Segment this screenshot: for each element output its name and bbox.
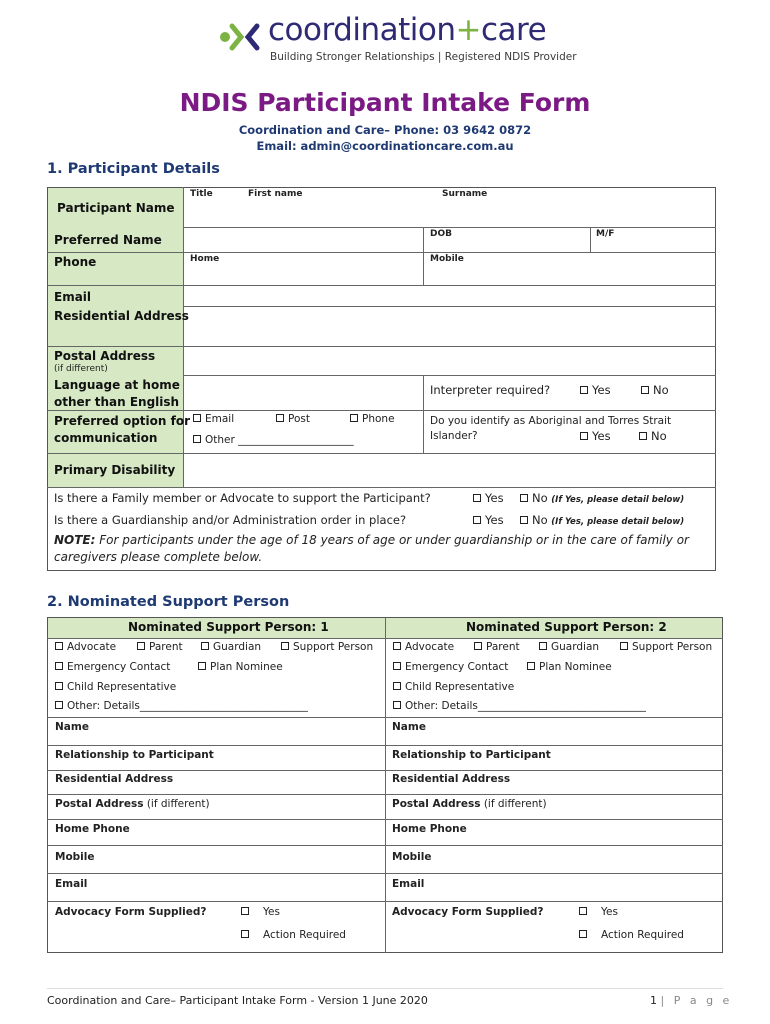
p2-mobile-label: Mobile <box>392 851 432 863</box>
surname-label: Surname <box>442 189 488 199</box>
aboriginal-question-2: Islander? <box>430 430 478 442</box>
checkbox-icon <box>55 701 63 709</box>
checkbox-icon <box>55 662 63 670</box>
comm-post-checkbox[interactable]: Post <box>276 413 310 425</box>
checkbox-icon <box>579 930 587 938</box>
interpreter-question: Interpreter required? <box>430 383 551 397</box>
checkbox-icon <box>641 386 649 394</box>
family-yes-checkbox[interactable]: Yes <box>473 491 504 505</box>
contact-email: Email: admin@coordinationcare.com.au <box>256 139 514 153</box>
p2-plan-nominee-checkbox[interactable]: Plan Nominee <box>527 661 612 673</box>
p2-parent-checkbox[interactable]: Parent <box>474 641 520 653</box>
postal-address-label: Postal Address <box>54 349 156 363</box>
logo-mark-icon <box>219 22 263 52</box>
aboriginal-no-checkbox[interactable]: No <box>639 429 667 443</box>
comm-other-checkbox[interactable]: Other ______________________ <box>193 434 354 446</box>
pref-option-label-1: Preferred option for <box>54 414 190 428</box>
phone-label: Phone <box>54 255 97 269</box>
pref-option-label-2: communication <box>54 431 158 445</box>
checkbox-icon <box>193 435 201 443</box>
first-name-label: First name <box>248 189 303 199</box>
p1-other-checkbox[interactable]: Other: Details________________________________ <box>55 700 308 712</box>
p1-support-person-checkbox[interactable]: Support Person <box>281 641 373 653</box>
checkbox-icon <box>473 494 481 502</box>
section-2-heading: 2. Nominated Support Person <box>47 594 290 610</box>
p1-child-rep-checkbox[interactable]: Child Representative <box>55 681 176 693</box>
guardianship-question: Is there a Guardianship and/or Administration order in place? <box>54 513 407 527</box>
p2-relationship-label: Relationship to Participant <box>392 749 551 761</box>
contact-phone: Coordination and Care– Phone: 03 9642 0872 <box>238 123 532 137</box>
email-label: Email <box>54 290 92 304</box>
checkbox-icon <box>193 414 201 422</box>
comm-email-checkbox[interactable]: Email <box>193 413 234 425</box>
home-phone-label: Home <box>190 254 220 264</box>
checkbox-icon <box>474 642 482 650</box>
checkbox-icon <box>276 414 284 422</box>
checkbox-icon <box>281 642 289 650</box>
comm-phone-checkbox[interactable]: Phone <box>350 413 395 425</box>
p1-parent-checkbox[interactable]: Parent <box>137 641 183 653</box>
p2-advocate-checkbox[interactable]: Advocate <box>393 641 454 653</box>
checkbox-icon <box>201 642 209 650</box>
p2-action-required-checkbox[interactable]: Action Required <box>579 929 684 941</box>
logo-wordmark: coordination+care <box>268 12 547 48</box>
p1-home-phone-label: Home Phone <box>55 823 130 835</box>
p2-other-checkbox[interactable]: Other: Details________________________________ <box>393 700 646 712</box>
checkbox-icon <box>350 414 358 422</box>
p1-emergency-contact-checkbox[interactable]: Emergency Contact <box>55 661 170 673</box>
checkbox-icon <box>241 930 249 938</box>
logo-tagline: Building Stronger Relationships | Registered NDIS Provider <box>270 51 577 63</box>
mf-label: M/F <box>596 229 615 239</box>
checkbox-icon <box>241 907 249 915</box>
p2-guardian-checkbox[interactable]: Guardian <box>539 641 599 653</box>
checkbox-icon <box>55 642 63 650</box>
p1-advocacy-label: Advocacy Form Supplied? <box>55 906 207 918</box>
support-person-1-heading: Nominated Support Person: 1 <box>128 620 329 634</box>
mobile-label: Mobile <box>430 254 464 264</box>
checkbox-icon <box>579 907 587 915</box>
support-person-2-heading: Nominated Support Person: 2 <box>466 620 667 634</box>
interpreter-yes-checkbox[interactable]: Yes <box>580 383 611 397</box>
p2-support-person-checkbox[interactable]: Support Person <box>620 641 712 653</box>
p1-action-required-checkbox[interactable]: Action Required <box>241 929 346 941</box>
p2-emergency-contact-checkbox[interactable]: Emergency Contact <box>393 661 508 673</box>
p2-postal-label: Postal Address (if different) <box>392 798 547 810</box>
note-text: NOTE: For participants under the age of 18 years of age or under guardianship or in the care of family or caregivers please complete below. <box>54 533 689 564</box>
p2-name-label: Name <box>392 721 426 733</box>
p2-home-phone-label: Home Phone <box>392 823 467 835</box>
guardianship-yes-checkbox[interactable]: Yes <box>473 513 504 527</box>
checkbox-icon <box>520 494 528 502</box>
checkbox-icon <box>393 701 401 709</box>
residential-address-label: Residential Address <box>54 309 189 323</box>
p1-advocate-checkbox[interactable]: Advocate <box>55 641 116 653</box>
checkbox-icon <box>580 432 588 440</box>
family-no-checkbox[interactable]: No (If Yes, please detail below) <box>520 491 684 505</box>
checkbox-icon <box>520 516 528 524</box>
checkbox-icon <box>393 642 401 650</box>
family-question: Is there a Family member or Advocate to support the Participant? <box>54 491 431 505</box>
checkbox-icon <box>473 516 481 524</box>
p1-guardian-checkbox[interactable]: Guardian <box>201 641 261 653</box>
p2-advocacy-label: Advocacy Form Supplied? <box>392 906 544 918</box>
page-title: NDIS Participant Intake Form <box>179 88 591 117</box>
section-1-heading: 1. Participant Details <box>47 161 220 177</box>
p2-email-label: Email <box>392 878 425 890</box>
postal-if-different: (if different) <box>54 364 108 374</box>
preferred-name-label: Preferred Name <box>54 233 162 247</box>
participant-name-label: Participant Name <box>57 201 175 215</box>
p2-child-rep-checkbox[interactable]: Child Representative <box>393 681 514 693</box>
checkbox-icon <box>198 662 206 670</box>
aboriginal-question-1: Do you identify as Aboriginal and Torres Strait <box>430 415 672 427</box>
checkbox-icon <box>393 662 401 670</box>
language-label-2: other than English <box>54 395 180 409</box>
p1-mobile-label: Mobile <box>55 851 95 863</box>
p1-name-label: Name <box>55 721 89 733</box>
title-label: Title <box>190 189 213 199</box>
primary-disability-label: Primary Disability <box>54 463 176 477</box>
checkbox-icon <box>620 642 628 650</box>
checkbox-icon <box>539 642 547 650</box>
checkbox-icon <box>527 662 535 670</box>
interpreter-no-checkbox[interactable]: No <box>641 383 669 397</box>
footer-text: Coordination and Care– Participant Intake Form - Version 1 June 2020 <box>47 994 428 1007</box>
p1-residential-label: Residential Address <box>55 773 174 785</box>
guardianship-no-checkbox[interactable]: No (If Yes, please detail below) <box>520 513 684 527</box>
page-number: 1 | P a g e <box>650 994 733 1007</box>
checkbox-icon <box>639 432 647 440</box>
checkbox-icon <box>393 682 401 690</box>
p1-relationship-label: Relationship to Participant <box>55 749 214 761</box>
p1-advocacy-yes-checkbox[interactable]: Yes <box>241 906 280 918</box>
checkbox-icon <box>55 682 63 690</box>
dob-label: DOB <box>430 229 452 239</box>
p1-email-label: Email <box>55 878 88 890</box>
language-label-1: Language at home <box>54 378 180 392</box>
p2-residential-label: Residential Address <box>392 773 511 785</box>
p1-plan-nominee-checkbox[interactable]: Plan Nominee <box>198 661 283 673</box>
p1-postal-label: Postal Address (if different) <box>55 798 210 810</box>
p2-advocacy-yes-checkbox[interactable]: Yes <box>579 906 618 918</box>
checkbox-icon <box>137 642 145 650</box>
checkbox-icon <box>580 386 588 394</box>
aboriginal-yes-checkbox[interactable]: Yes <box>580 429 611 443</box>
